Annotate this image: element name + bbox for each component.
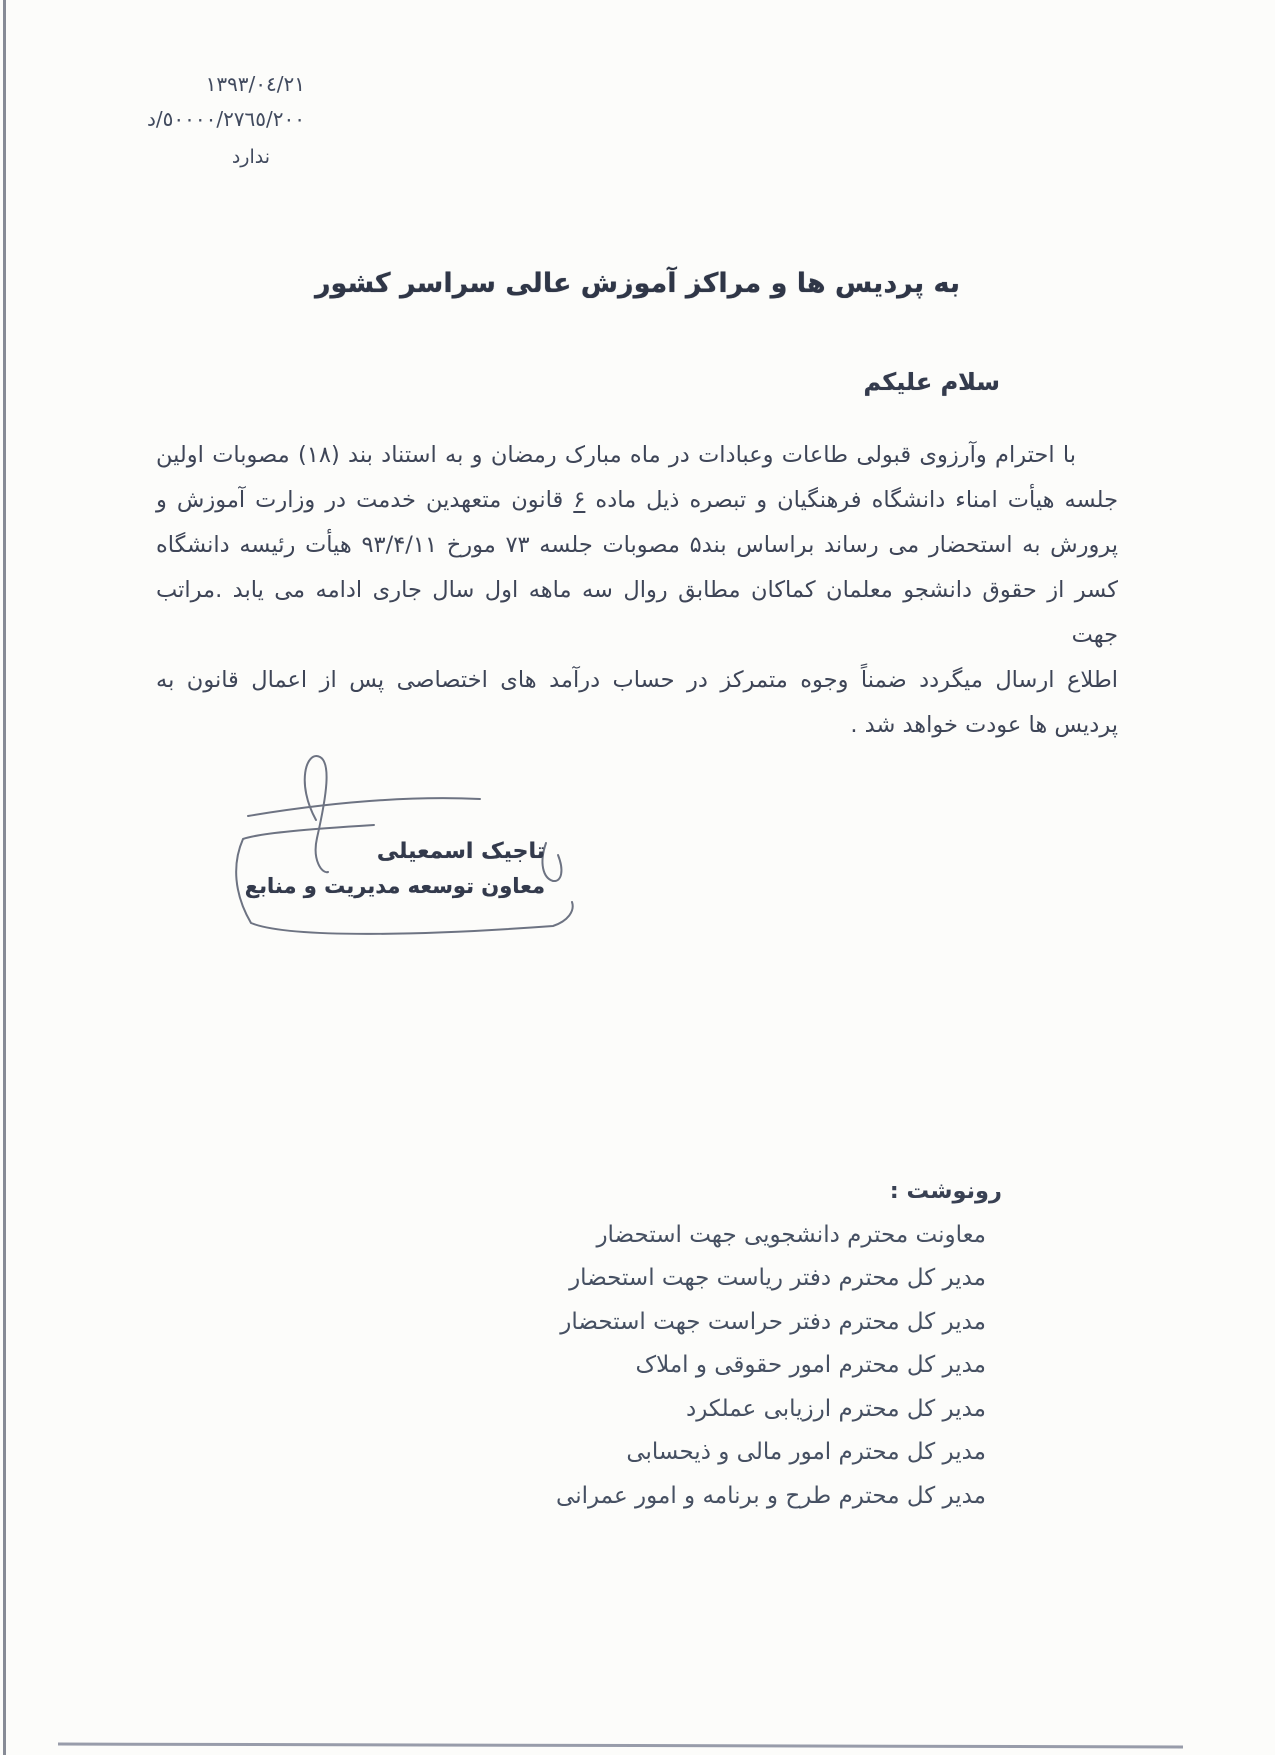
cc-item: مدیر کل محترم ارزیابی عملکرد [686, 1395, 986, 1422]
cc-item: مدیر کل محترم طرح و برنامه و امور عمرانی [556, 1482, 986, 1509]
body-line-2-pre: جلسه هیأت امناء دانشگاه فرهنگیان و تبصره ذیل ماده [585, 487, 1118, 513]
signatory-block [245, 834, 545, 904]
cc-item: مدیر کل محترم دفتر حراست جهت استحضار [560, 1308, 986, 1335]
cc-item: مدیر کل محترم دفتر ریاست جهت استحضار [569, 1265, 986, 1291]
body-line-1: با احترام وآرزوی قبولی طاعات وعبادات در ماه مبارک رمضان و به استناد بند (۱۸) مصوبات اولین [156, 442, 1076, 468]
letter-date [90, 72, 305, 96]
letter-date-value: ١٣٩٣/٠٤/٢١ [205, 72, 305, 96]
body-line-2 [156, 478, 1118, 523]
letter-attachment: ندارد [231, 146, 270, 168]
cc-item: معاونت محترم دانشجویی جهت استحضار [596, 1221, 986, 1248]
underlined-article-number: ۶ [573, 487, 586, 513]
letter-number-value: د/٥٠٠٠٠/٢٧٦٥/٢٠٠ [146, 107, 305, 131]
signatory-role: معاون توسعه مدیریت و منابع [244, 874, 545, 898]
body-line-3: پرورش به استحضار می رساند براساس بند۵ مصوبات جلسه ۷۳ مورخ ۹۳/۴/۱۱ هیأت رئیسه دانشگاه [156, 532, 1119, 558]
body-line-5: اطلاع ارسال میگردد ضمناً وجوه متمرکز در حساب درآمد های اختصاصی پس از اعمال قانون به [156, 667, 1118, 693]
body-paragraph [156, 433, 1118, 748]
scan-edge-bottom [58, 1743, 1183, 1749]
cc-items [556, 1214, 986, 1519]
cc-item: مدیر کل محترم امور حقوقی و املاک [635, 1352, 986, 1378]
letter-title: به پردیس ها و مراکز آموزش عالی سراسر کشور [314, 268, 961, 299]
body-line-6: پردیس ها عودت خواهد شد . [850, 712, 1118, 738]
body-line-2-post: قانون متعهدین خدمت در وزارت آموزش و [156, 487, 574, 513]
body-line-4: کسر از حقوق دانشجو معلمان کماکان مطابق روال سه ماهه اول سال جاری ادامه می یابد .مراتب جهت [156, 577, 1118, 648]
cc-block [556, 1170, 1002, 1518]
letter-number [90, 107, 305, 131]
cc-item: مدیر کل محترم امور مالی و ذیحسابی [626, 1439, 986, 1465]
scan-edge-left [3, 0, 6, 1755]
cc-header: رونوشت : [889, 1178, 1002, 1204]
signatory-name: تاجیک اسمعیلی [376, 839, 545, 864]
greeting: سلام علیکم [863, 368, 1000, 396]
